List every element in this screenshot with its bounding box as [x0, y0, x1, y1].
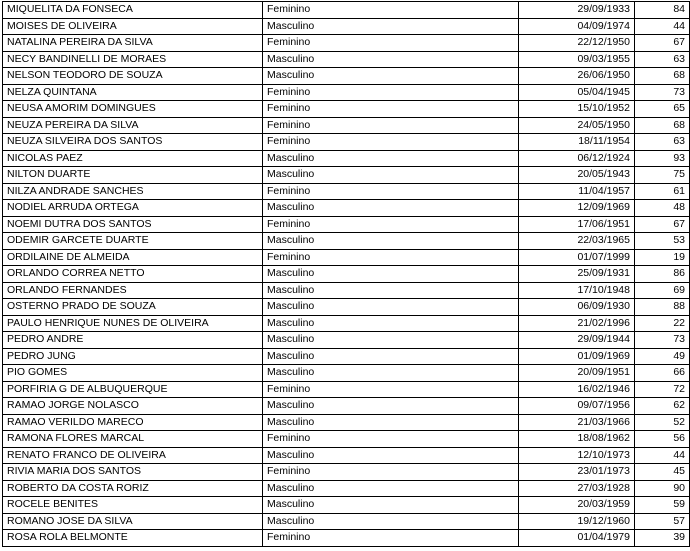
age-cell: 69 [635, 282, 690, 299]
table-row [3, 216, 690, 233]
table-row [3, 101, 690, 118]
age-cell: 67 [635, 35, 690, 52]
table-row [3, 315, 690, 332]
birth-date-cell: 04/09/1974 [519, 18, 635, 35]
sex-cell: Masculino [263, 315, 519, 332]
sex-cell: Masculino [263, 18, 519, 35]
name-cell: RAMAO JORGE NOLASCO [3, 398, 263, 415]
name-cell: PEDRO ANDRE [3, 332, 263, 349]
age-cell: 45 [635, 464, 690, 481]
name-cell: NEUZA SILVEIRA DOS SANTOS [3, 134, 263, 151]
age-cell: 53 [635, 233, 690, 250]
table-row [3, 530, 690, 547]
birth-date-cell: 15/10/1952 [519, 101, 635, 118]
age-cell: 22 [635, 315, 690, 332]
age-cell: 75 [635, 167, 690, 184]
table-row [3, 365, 690, 382]
age-cell: 72 [635, 381, 690, 398]
sex-cell: Feminino [263, 431, 519, 448]
table-row [3, 167, 690, 184]
name-cell: MOISES DE OLIVEIRA [3, 18, 263, 35]
birth-date-cell: 18/11/1954 [519, 134, 635, 151]
birth-date-cell: 29/09/1933 [519, 2, 635, 19]
age-cell: 63 [635, 51, 690, 68]
sex-cell: Feminino [263, 530, 519, 547]
table-row [3, 51, 690, 68]
age-cell: 73 [635, 84, 690, 101]
sex-cell: Masculino [263, 51, 519, 68]
birth-date-cell: 19/12/1960 [519, 513, 635, 530]
birth-date-cell: 16/02/1946 [519, 381, 635, 398]
age-cell: 68 [635, 68, 690, 85]
name-cell: NELZA QUINTANA [3, 84, 263, 101]
table-row [3, 381, 690, 398]
age-cell: 19 [635, 249, 690, 266]
birth-date-cell: 25/09/1931 [519, 266, 635, 283]
name-cell: PAULO HENRIQUE NUNES DE OLIVEIRA [3, 315, 263, 332]
age-cell: 57 [635, 513, 690, 530]
name-cell: ORLANDO CORREA NETTO [3, 266, 263, 283]
table-row [3, 282, 690, 299]
name-cell: RAMAO VERILDO MARECO [3, 414, 263, 431]
birth-date-cell: 01/07/1999 [519, 249, 635, 266]
people-table [2, 1, 690, 547]
birth-date-cell: 22/03/1965 [519, 233, 635, 250]
sex-cell: Masculino [263, 200, 519, 217]
table-row [3, 464, 690, 481]
table-row [3, 2, 690, 19]
table-row [3, 348, 690, 365]
age-cell: 44 [635, 18, 690, 35]
sex-cell: Masculino [263, 447, 519, 464]
birth-date-cell: 22/12/1950 [519, 35, 635, 52]
table-row [3, 480, 690, 497]
table-row [3, 332, 690, 349]
name-cell: ODEMIR GARCETE DUARTE [3, 233, 263, 250]
age-cell: 88 [635, 299, 690, 316]
name-cell: NICOLAS PAEZ [3, 150, 263, 167]
birth-date-cell: 18/08/1962 [519, 431, 635, 448]
age-cell: 52 [635, 414, 690, 431]
name-cell: RENATO FRANCO DE OLIVEIRA [3, 447, 263, 464]
birth-date-cell: 20/05/1943 [519, 167, 635, 184]
age-cell: 44 [635, 447, 690, 464]
table-row [3, 134, 690, 151]
sex-cell: Feminino [263, 2, 519, 19]
sex-cell: Feminino [263, 381, 519, 398]
table-row [3, 150, 690, 167]
sex-cell: Feminino [263, 35, 519, 52]
age-cell: 84 [635, 2, 690, 19]
age-cell: 56 [635, 431, 690, 448]
sex-cell: Feminino [263, 117, 519, 134]
birth-date-cell: 23/01/1973 [519, 464, 635, 481]
name-cell: RIVIA MARIA DOS SANTOS [3, 464, 263, 481]
birth-date-cell: 29/09/1944 [519, 332, 635, 349]
age-cell: 48 [635, 200, 690, 217]
age-cell: 49 [635, 348, 690, 365]
table-row [3, 513, 690, 530]
age-cell: 62 [635, 398, 690, 415]
sex-cell: Feminino [263, 183, 519, 200]
table-row [3, 299, 690, 316]
name-cell: ROSA ROLA BELMONTE [3, 530, 263, 547]
name-cell: RAMONA FLORES MARCAL [3, 431, 263, 448]
table-row [3, 414, 690, 431]
birth-date-cell: 12/10/1973 [519, 447, 635, 464]
table-row [3, 183, 690, 200]
sex-cell: Masculino [263, 167, 519, 184]
name-cell: PORFIRIA G DE ALBUQUERQUE [3, 381, 263, 398]
sex-cell: Masculino [263, 68, 519, 85]
birth-date-cell: 17/06/1951 [519, 216, 635, 233]
table-row [3, 84, 690, 101]
table-row [3, 117, 690, 134]
name-cell: ORDILAINE DE ALMEIDA [3, 249, 263, 266]
age-cell: 59 [635, 497, 690, 514]
birth-date-cell: 06/09/1930 [519, 299, 635, 316]
name-cell: ROBERTO DA COSTA RORIZ [3, 480, 263, 497]
sex-cell: Masculino [263, 365, 519, 382]
table-row [3, 200, 690, 217]
table-row [3, 35, 690, 52]
age-cell: 65 [635, 101, 690, 118]
birth-date-cell: 12/09/1969 [519, 200, 635, 217]
sex-cell: Masculino [263, 266, 519, 283]
name-cell: ROMANO JOSE DA SILVA [3, 513, 263, 530]
name-cell: NEUZA PEREIRA DA SILVA [3, 117, 263, 134]
sex-cell: Masculino [263, 497, 519, 514]
sex-cell: Feminino [263, 134, 519, 151]
sex-cell: Masculino [263, 398, 519, 415]
name-cell: PIO GOMES [3, 365, 263, 382]
table-row [3, 18, 690, 35]
sex-cell: Masculino [263, 513, 519, 530]
birth-date-cell: 27/03/1928 [519, 480, 635, 497]
sex-cell: Feminino [263, 216, 519, 233]
birth-date-cell: 20/03/1959 [519, 497, 635, 514]
sex-cell: Masculino [263, 233, 519, 250]
table-row [3, 68, 690, 85]
age-cell: 93 [635, 150, 690, 167]
age-cell: 61 [635, 183, 690, 200]
birth-date-cell: 01/04/1979 [519, 530, 635, 547]
name-cell: NELSON TEODORO DE SOUZA [3, 68, 263, 85]
age-cell: 86 [635, 266, 690, 283]
birth-date-cell: 26/06/1950 [519, 68, 635, 85]
table-row [3, 497, 690, 514]
age-cell: 39 [635, 530, 690, 547]
sex-cell: Feminino [263, 101, 519, 118]
age-cell: 66 [635, 365, 690, 382]
name-cell: PEDRO JUNG [3, 348, 263, 365]
age-cell: 68 [635, 117, 690, 134]
sex-cell: Masculino [263, 282, 519, 299]
name-cell: MIQUELITA DA FONSECA [3, 2, 263, 19]
name-cell: NEUSA AMORIM DOMINGUES [3, 101, 263, 118]
name-cell: ROCELE BENITES [3, 497, 263, 514]
table-body [3, 2, 690, 547]
birth-date-cell: 09/03/1955 [519, 51, 635, 68]
birth-date-cell: 11/04/1957 [519, 183, 635, 200]
sex-cell: Feminino [263, 84, 519, 101]
name-cell: NOEMI DUTRA DOS SANTOS [3, 216, 263, 233]
name-cell: NILTON DUARTE [3, 167, 263, 184]
table-row [3, 249, 690, 266]
birth-date-cell: 21/02/1996 [519, 315, 635, 332]
table-row [3, 266, 690, 283]
table-row [3, 431, 690, 448]
birth-date-cell: 21/03/1966 [519, 414, 635, 431]
age-cell: 67 [635, 216, 690, 233]
birth-date-cell: 05/04/1945 [519, 84, 635, 101]
sex-cell: Masculino [263, 414, 519, 431]
name-cell: NATALINA PEREIRA DA SILVA [3, 35, 263, 52]
birth-date-cell: 01/09/1969 [519, 348, 635, 365]
table-row [3, 398, 690, 415]
name-cell: NECY BANDINELLI DE MORAES [3, 51, 263, 68]
age-cell: 73 [635, 332, 690, 349]
birth-date-cell: 17/10/1948 [519, 282, 635, 299]
table-row [3, 447, 690, 464]
name-cell: ORLANDO FERNANDES [3, 282, 263, 299]
name-cell: NODIEL ARRUDA ORTEGA [3, 200, 263, 217]
sex-cell: Masculino [263, 348, 519, 365]
sex-cell: Masculino [263, 299, 519, 316]
birth-date-cell: 09/07/1956 [519, 398, 635, 415]
birth-date-cell: 06/12/1924 [519, 150, 635, 167]
age-cell: 90 [635, 480, 690, 497]
sex-cell: Masculino [263, 480, 519, 497]
birth-date-cell: 24/05/1950 [519, 117, 635, 134]
birth-date-cell: 20/09/1951 [519, 365, 635, 382]
table-row [3, 233, 690, 250]
age-cell: 63 [635, 134, 690, 151]
name-cell: NILZA ANDRADE SANCHES [3, 183, 263, 200]
sex-cell: Feminino [263, 464, 519, 481]
name-cell: OSTERNO PRADO DE SOUZA [3, 299, 263, 316]
sex-cell: Feminino [263, 249, 519, 266]
sex-cell: Masculino [263, 332, 519, 349]
sex-cell: Masculino [263, 150, 519, 167]
